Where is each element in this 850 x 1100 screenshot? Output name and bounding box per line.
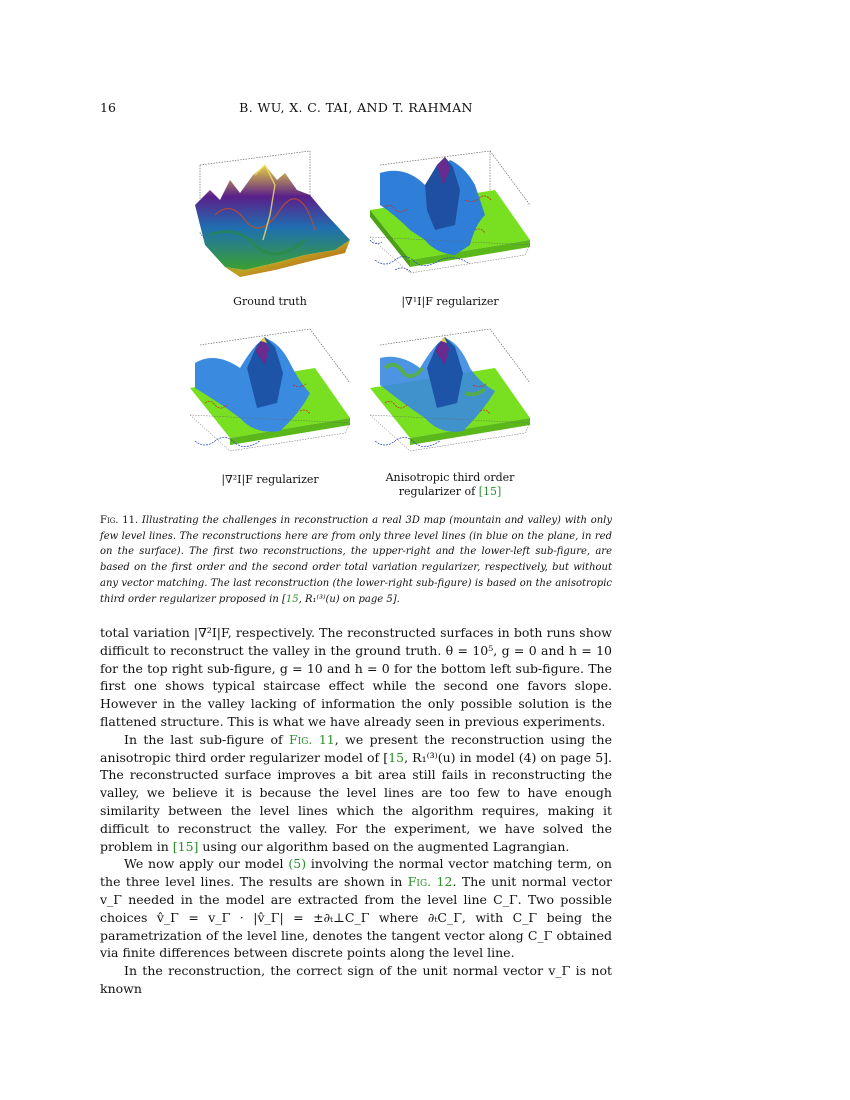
page-number: 16 (100, 100, 116, 115)
panel-label-first-order: |∇¹I|F regularizer (401, 295, 499, 308)
figure-caption-text-2: , R₁⁽³⁾(u) on page 5]. (298, 593, 400, 605)
figure-caption-label: Fig. 11. (100, 515, 139, 526)
ref-15-link[interactable]: 15 (388, 749, 405, 765)
running-head: B. WU, X. C. TAI, AND T. RAHMAN (239, 100, 473, 115)
paragraph-3-b: involving the normal vector matching term, on the three level lines. The results are shown in (100, 856, 612, 890)
eq-5-link[interactable]: (5) (288, 856, 307, 872)
paragraph-3-a: We now apply our model (124, 856, 289, 872)
panel-second-order (185, 323, 355, 486)
panel-label-second-order: |∇²I|F regularizer (221, 473, 319, 486)
ref-link-15[interactable]: [15] (478, 485, 502, 498)
caption-ref-link-15[interactable]: 15 (285, 593, 299, 605)
paragraph-2-d: using our algorithm based on the augmented Lagrangian. (198, 838, 570, 854)
panel-label-third-order (355, 471, 545, 499)
surface-plot-third-order (365, 323, 535, 463)
surface-plot-second-order (185, 323, 355, 463)
paragraph-1: total variation |∇²I|F, respectively. The reconstructed surfaces in both runs show difficult to reconstruct the valley in the ground truth. θ = 10⁵, g = 0 and h = 10 for the top right sub-figure, g = 10 and h = 0 for the bottom left sub-figure. The first one shows typical staircase effect while the second one favors slope. However in the valley lacking of information the only possible solution is the flattened structure. This is what we have already seen in previous experiments. (100, 625, 612, 729)
panel-label-third-order-line1: Anisotropic third order (385, 471, 515, 484)
figure-caption-text-1: Illustrating the challenges in reconstruction a real 3D map (mountain and valley) with only few level lines. The reconstructions here are from only three level lines (in blue on the plane, in red on the surface). The first two reconstructions, the upper-right and the lower-left sub-figure, are based on the first order and the second order total variation regularizer, respectively, but without any vector matching. The last reconstruction (the lower-right sub-figure) is based on the anisotropic third order regularizer proposed in [ (100, 515, 612, 605)
paragraph-2 (100, 731, 612, 856)
paragraph-2-b: , we present the reconstruction using the anisotropic third order regularizer model of [ (100, 731, 612, 765)
surface-plot-first-order (365, 145, 535, 285)
panel-label-ground-truth: Ground truth (233, 295, 307, 308)
surface-plot-ground-truth (185, 145, 355, 285)
ref-15-link-2[interactable]: [15] (172, 838, 199, 854)
paragraph-2-c: , R₁⁽³⁾(u) in model (4) on page 5]. The reconstructed surface improves a bit area still fails in reconstructing the valley, we believe it is because the level lines are too few to have enough similarity between the level lines which the algorithm requires, making it difficult to reconstruct the valley. For the experiment, we have solved the problem in (100, 749, 612, 854)
panel-label-third-order-line2: regularizer of (398, 485, 479, 498)
paragraph-2-a: In the last sub-figure of (124, 731, 290, 747)
paragraph-3 (100, 855, 612, 962)
body-text (100, 624, 612, 998)
paragraph-4: In the reconstruction, the correct sign of the unit normal vector v_Γ is not known (100, 963, 612, 996)
paragraph-3-c: . The unit normal vector v_Γ needed in the model are extracted from the level line C_Γ. Two possible choices v̂_Γ = v_Γ · |v̂_Γ| = ±∂ₜ⊥C_Γ where ∂ₜC_Γ, with C_Γ being the parametrization of the level line, denotes the tangent vector along C_Γ obtained via finite differences between discrete points along the level line. (100, 874, 612, 961)
panel-third-order (365, 323, 535, 498)
figure-11 (180, 145, 540, 505)
panel-ground-truth (185, 145, 355, 308)
figure-caption (100, 513, 612, 607)
fig-12-link[interactable]: Fig. 12 (407, 874, 453, 890)
panel-first-order (365, 145, 535, 308)
fig-11-link[interactable]: Fig. 11 (289, 731, 335, 747)
